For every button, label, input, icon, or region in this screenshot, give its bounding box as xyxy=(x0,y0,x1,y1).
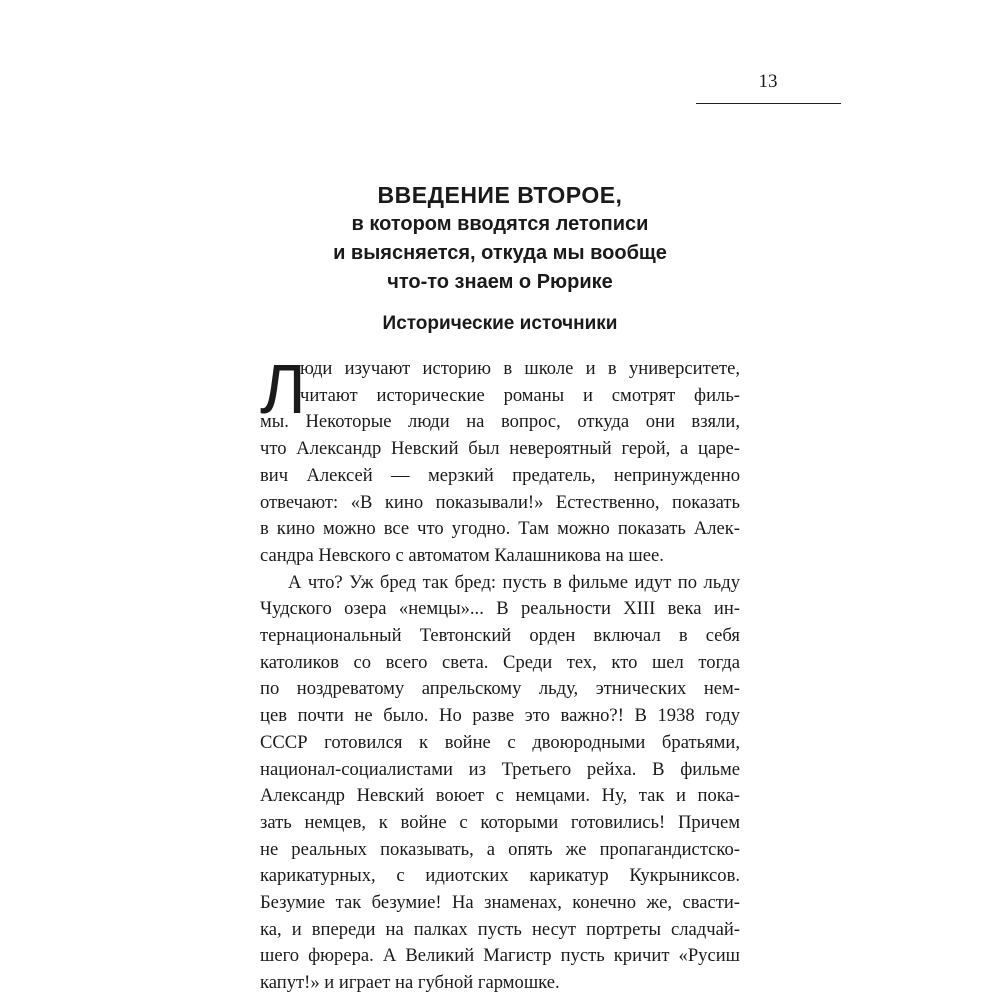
text-line: католиков со всего света. Среди тех, кто шел тогда xyxy=(260,651,740,673)
drop-cap: Л xyxy=(260,350,306,428)
text-line: в кино можно все что угодно. Там можно показать Алек- xyxy=(260,518,740,540)
text-line: юди изучают историю в школе и в университете, xyxy=(300,358,740,379)
chapter-subtitle-line: в котором вводятся летописи xyxy=(351,213,649,235)
section-title: Исторические источники xyxy=(382,313,618,334)
text-line: карикатурных, с идиотских карикатур Кукрыниксов. xyxy=(260,865,740,887)
chapter-subtitle-line: и выясняется, откуда мы вообще xyxy=(333,242,667,264)
text-line: что Александр Невский был невероятный герой, а царе- xyxy=(260,438,740,460)
text-line: ка, и впереди на палках пусть несут портреты сладчай- xyxy=(260,918,740,940)
text-line: зать немцев, к войне с которыми готовились! Причем xyxy=(260,811,740,833)
text-line: Безумие так безумие! На знаменах, конечно же, свасти- xyxy=(260,892,740,914)
text-line: вич Алексей — мерзкий предатель, непринужденно xyxy=(260,464,740,486)
text-line: не реальных показывать, а опять же пропагандистско- xyxy=(260,838,740,860)
text-line: шего фюрера. А Великий Магистр пусть кричит «Русиш xyxy=(260,945,740,967)
chapter-heading xyxy=(200,181,800,297)
text-line: СССР готовился к войне с двоюродными братьями, xyxy=(260,731,740,753)
header-rule xyxy=(696,103,841,104)
text-line: Александр Невский воюет с немцами. Ну, так и пока- xyxy=(260,785,740,807)
text-line: Чудского озера «немцы»... В реальности XIII века ин- xyxy=(260,598,740,620)
chapter-subtitle-line: что-то знаем о Рюрике xyxy=(387,271,613,293)
text-line: А что? Уж бред так бред: пусть в фильме идут по льду xyxy=(288,571,740,593)
paragraph-2 xyxy=(260,570,740,997)
text-line: цев почти не было. Но разве это важно?! В 1938 году xyxy=(260,705,740,727)
page-number: 13 xyxy=(758,71,778,92)
text-line: отвечают: «В кино показывали!» Естественно, показать xyxy=(260,491,740,513)
text-line: тернациональный Тевтонский орден включал в себя xyxy=(260,625,740,647)
text-line: сандра Невского с автоматом Калашникова на шее. xyxy=(260,544,664,566)
body-text xyxy=(260,350,740,997)
text-line: национал-социалистами из Третьего рейха. В фильме xyxy=(260,758,740,780)
text-line: по ноздреватому апрельскому льду, этнических нем- xyxy=(260,678,740,700)
text-line: капут!» и играет на губной гармошке. xyxy=(260,972,560,994)
text-line: читают исторические романы и смотрят филь- xyxy=(300,384,740,406)
chapter-title: ВВЕДЕНИЕ ВТОРОЕ, xyxy=(377,182,623,208)
paragraph-1 xyxy=(260,350,740,570)
text-line: мы. Некоторые люди на вопрос, откуда они взяли, xyxy=(260,411,740,433)
